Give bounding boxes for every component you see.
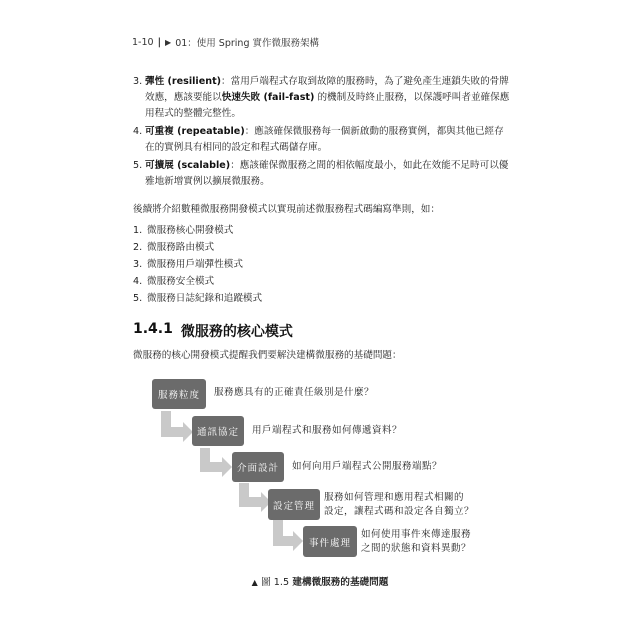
list-item: 2. 微服務路由模式 xyxy=(133,242,215,253)
figure-title: 建構微服務的基礎問題 xyxy=(292,577,389,588)
section-number: 1.4.1 xyxy=(133,321,173,337)
list-item: 3. 彈性 (resilient)：當用戶端程式存取到故障的服務時，為了避免產生連鎖失敗的骨牌效應，應該要能以快速失敗 (fail-fast) 的機制及時終止服務，以保護呼叫者並確保應用程式的整體完整性。 xyxy=(133,76,510,119)
step-box-events: 事件處理 xyxy=(303,526,357,557)
header-separator: | xyxy=(157,36,162,48)
list-item: 4. 微服務安全模式 xyxy=(133,276,215,287)
list-item: 5. 微服務日誌紀錄和追蹤模式 xyxy=(133,293,263,304)
patterns-list xyxy=(133,222,262,307)
step-box-config: 設定管理 xyxy=(268,489,320,520)
list-item: 3. 微服務用戶端彈性模式 xyxy=(133,259,243,270)
step-box-interface: 介面設計 xyxy=(232,452,284,482)
figure-caption xyxy=(0,574,640,588)
list-item: 4. 可重複 (repeatable)：應該確保微服務每一個新啟動的服務實例，都與其他已經存在的實例具有相同的設定和程式碼儲存庫。 xyxy=(133,126,504,153)
step-box-granularity: 服務粒度 xyxy=(152,379,206,409)
caption-marker-icon: ▲ xyxy=(251,578,258,587)
figure-number: 圖 1.5 xyxy=(261,577,290,588)
chapter-label: 01：使用 Spring 實作微服務架構 xyxy=(175,38,319,49)
section-intro: 微服務的核心開發模式提醒我們要解決建構微服務的基礎問題： xyxy=(133,350,402,361)
list-item: 1. 微服務核心開發模式 xyxy=(133,225,234,236)
intro-paragraph: 後續將介紹數種微服務開發模式以實現前述微服務程式碼編寫準則，如： xyxy=(133,204,440,215)
page-number: 1-10 xyxy=(132,36,154,48)
principles-list xyxy=(133,74,513,190)
section-title: 微服務的核心模式 xyxy=(180,324,293,340)
page-header xyxy=(132,35,319,49)
step-box-protocol: 通訊協定 xyxy=(192,416,244,446)
step-text: 服務應具有的正確責任級別是什麼？ xyxy=(214,387,375,398)
step-text: 用戶端程式和服務如何傳遞資料？ xyxy=(252,425,403,436)
step-text: 服務如何管理和應用程式相關的 設定，讓程式碼和設定各自獨立？ xyxy=(324,492,475,517)
connector-arrow xyxy=(273,520,303,551)
triangle-icon: ▶ xyxy=(165,37,172,47)
step-text: 如何向用戶端程式公開服務端點？ xyxy=(292,461,443,472)
step-text: 如何使用事件來傳達服務 之間的狀態和資料異動？ xyxy=(361,529,472,554)
connector-arrow xyxy=(239,483,271,512)
list-item: 5. 可擴展 (scalable)：應該確保微服務之間的相依幅度最小，如此在效能不足時可以優雅地新增實例以擴展微服務。 xyxy=(133,160,509,187)
section-heading xyxy=(133,321,293,341)
connector-arrow xyxy=(161,411,193,442)
connector-arrow xyxy=(200,448,232,477)
